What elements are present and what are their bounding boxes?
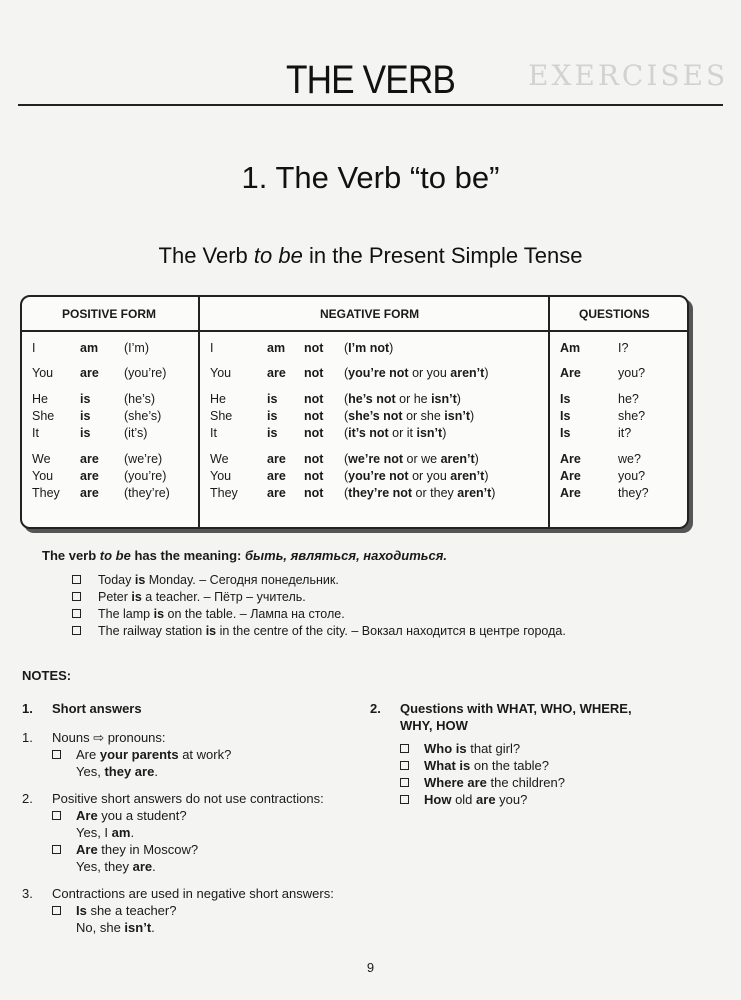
notes-heading: NOTES: [22, 668, 72, 683]
table-cell: not [304, 409, 324, 423]
table-cell: am [80, 341, 99, 355]
checkbox-bullet-icon [400, 761, 409, 770]
list-item: What is on the table? [400, 757, 670, 774]
table-cell: not [304, 469, 324, 483]
table-cell: are [267, 486, 286, 500]
table-cell: he? [618, 392, 639, 406]
table-cell: Is [560, 392, 571, 406]
checkbox-bullet-icon [72, 592, 81, 601]
table-cell: (you’re) [124, 469, 167, 483]
chapter-title: 1. The Verb “to be” [241, 160, 500, 195]
header-negative: NEGATIVE FORM [320, 307, 420, 321]
title-rule [18, 104, 723, 106]
table-cell: not [304, 486, 324, 500]
table-cell: are [267, 452, 286, 466]
table-cell: you? [618, 469, 646, 483]
table-cell: Are [560, 366, 581, 380]
table-cell: not [304, 452, 324, 466]
table-cell: (it’s not or it isn’t) [344, 426, 447, 440]
header-positive: POSITIVE FORM [62, 307, 157, 321]
table-cell: Am [560, 341, 581, 355]
table-cell: is [80, 426, 91, 440]
checkbox-bullet-icon [72, 609, 81, 618]
checkbox-bullet-icon [52, 750, 61, 759]
checkbox-bullet-icon [52, 845, 61, 854]
table-cell: is [267, 426, 278, 440]
answer-line: No, she isn’t. [76, 920, 155, 935]
table-cell: (I’m) [124, 341, 149, 355]
table-cell: we? [618, 452, 641, 466]
table-header [22, 297, 687, 332]
example-list [72, 572, 566, 640]
page-number: 9 [366, 960, 375, 975]
meaning-statement: The verb to be has the meaning: быть, являться, находиться. [42, 548, 447, 563]
answer-line: Yes, I am. [76, 825, 135, 840]
table-cell: Are [560, 486, 581, 500]
table-cell: are [80, 366, 99, 380]
table-cell: You [210, 366, 232, 380]
notes-left-column [22, 700, 362, 936]
list-item: Where are the children? [400, 774, 670, 791]
table-cell: not [304, 341, 324, 355]
answer-line: Yes, they are. [76, 764, 158, 779]
table-cell: It [210, 426, 217, 440]
table-cell: it? [618, 426, 632, 440]
bleed-through-heading: EXERCISES [528, 59, 729, 92]
checkbox-bullet-icon [400, 744, 409, 753]
table-cell: Are [560, 452, 581, 466]
checkbox-bullet-icon [72, 575, 81, 584]
checkbox-bullet-icon [400, 778, 409, 787]
wh-questions-heading: 2. Questions with WHAT, WHO, WHERE, WHY, HOW [370, 701, 632, 733]
list-item: Peter is a teacher. – Пётр – учитель. [72, 589, 566, 606]
list-item: Are you a student? [52, 807, 362, 824]
column-divider [548, 297, 550, 527]
table-cell: not [304, 426, 324, 440]
table-cell: I [32, 341, 36, 355]
table-cell: they? [618, 486, 649, 500]
list-item: The railway station is in the centre of the city. – Вокзал находится в центре города. [72, 623, 566, 640]
table-cell: (they’re) [124, 486, 170, 500]
table-cell: (I’m not) [344, 341, 394, 355]
table-cell: (it’s) [124, 426, 148, 440]
table-cell: she? [618, 409, 646, 423]
short-answers-heading: 1. Short answers [22, 701, 142, 716]
table-cell: (he’s not or he isn’t) [344, 392, 461, 406]
table-cell: I? [618, 341, 629, 355]
table-cell: Are [560, 469, 581, 483]
table-cell: Is [560, 426, 571, 440]
table-cell: She [32, 409, 55, 423]
list-item: The lamp is on the table. – Лампа на столе. [72, 606, 566, 623]
conjugation-table [20, 295, 689, 529]
table-cell: you? [618, 366, 646, 380]
list-item: Today is Monday. – Сегодня понедельник. [72, 572, 566, 589]
note-item-1: 1. Nouns ⇨ pronouns: Are your parents at work? Yes, they are. [22, 729, 362, 780]
table-cell: You [210, 469, 232, 483]
checkbox-bullet-icon [52, 906, 61, 915]
checkbox-bullet-icon [72, 626, 81, 635]
table-cell: I [210, 341, 214, 355]
table-cell: are [267, 469, 286, 483]
table-cell: We [32, 452, 51, 466]
table-cell: is [80, 409, 91, 423]
table-cell: are [267, 366, 286, 380]
list-item: Are they in Moscow? [52, 841, 362, 858]
page-title: THE VERB [285, 58, 455, 102]
table-cell: are [80, 469, 99, 483]
table-cell: (she’s) [124, 409, 162, 423]
list-item: Who is that girl? [400, 740, 670, 757]
table-cell: are [80, 452, 99, 466]
table-cell: (we’re not or we aren’t) [344, 452, 479, 466]
table-cell: not [304, 366, 324, 380]
table-cell: (you’re not or you aren’t) [344, 469, 489, 483]
checkbox-bullet-icon [400, 795, 409, 804]
list-item: Is she a teacher? [52, 902, 362, 919]
table-cell: You [32, 469, 54, 483]
table-cell: is [267, 392, 278, 406]
table-cell: (we’re) [124, 452, 163, 466]
list-item: Are your parents at work? [52, 746, 362, 763]
table-cell: You [32, 366, 54, 380]
table-cell: not [304, 392, 324, 406]
table-cell: (he’s) [124, 392, 156, 406]
table-cell: He [210, 392, 226, 406]
table-cell: Is [560, 409, 571, 423]
section-title: The Verb to be in the Present Simple Tense [158, 243, 583, 268]
note-item-3: 3. Contractions are used in negative short answers: Is she a teacher? No, she isn’t. [22, 885, 362, 936]
table-cell: (they’re not or they aren’t) [344, 486, 496, 500]
table-cell: He [32, 392, 48, 406]
table-cell: is [267, 409, 278, 423]
table-cell: are [80, 486, 99, 500]
table-cell: We [210, 452, 229, 466]
table-cell: (you’re) [124, 366, 167, 380]
notes-right-column [370, 700, 670, 808]
table-cell: (she’s not or she isn’t) [344, 409, 475, 423]
table-cell: She [210, 409, 233, 423]
table-cell: is [80, 392, 91, 406]
note-item-2: 2. Positive short answers do not use contractions: Are you a student? Yes, I am. Are they in Moscow? Yes, they are. [22, 790, 362, 875]
column-divider [198, 297, 200, 527]
answer-line: Yes, they are. [76, 859, 156, 874]
table-cell: They [32, 486, 60, 500]
list-item: How old are you? [400, 791, 670, 808]
table-cell: am [267, 341, 286, 355]
checkbox-bullet-icon [52, 811, 61, 820]
table-cell: It [32, 426, 39, 440]
header-questions: QUESTIONS [579, 307, 650, 321]
table-cell: (you’re not or you aren’t) [344, 366, 489, 380]
table-cell: They [210, 486, 238, 500]
